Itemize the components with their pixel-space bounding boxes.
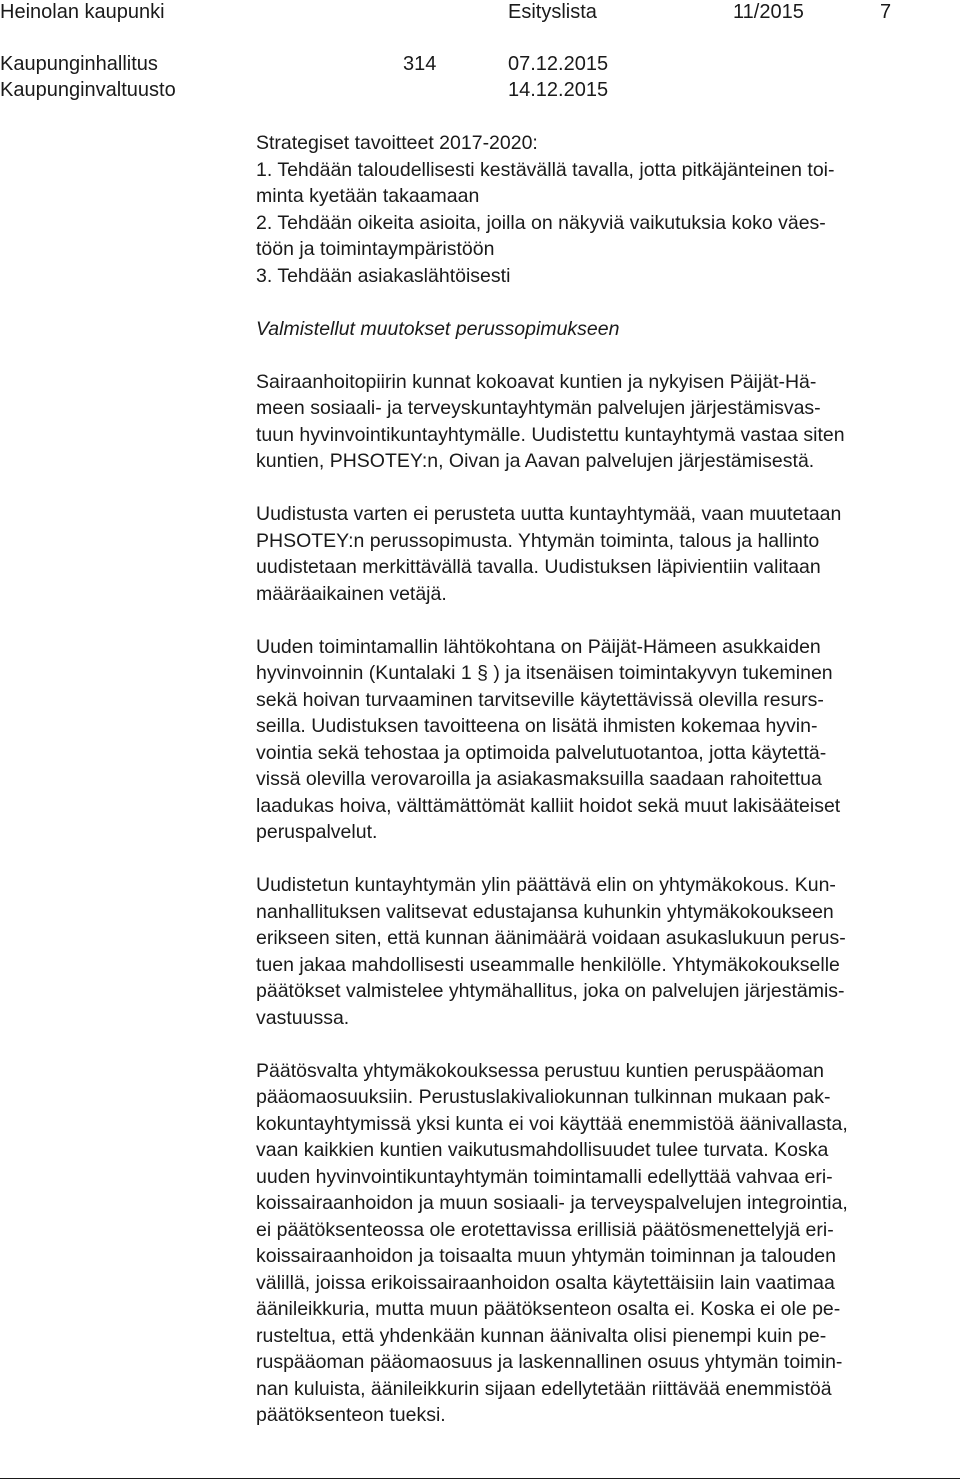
list-item: töön ja toimintaympäristöön — [256, 238, 495, 260]
text-line: välillä, joissa erikoissairaanhoidon osalta käytettäisiin lain vaatimaa — [256, 1271, 835, 1294]
text-line: rusteltua, että yhdenkään kunnan äänivalta olisi pienempi kuin pe- — [256, 1324, 827, 1347]
text-line: ruspääoman pääomaosuus ja laskennallinen osuus yhtymän toimin- — [256, 1351, 843, 1373]
text-line: Päätösvalta yhtymäkokouksessa perustuu kuntien peruspääoman — [256, 1059, 825, 1082]
text-line: seilla. Uudistuksen tavoitteena on lisätä ihmisten kokemaa hyvin- — [256, 715, 818, 737]
meeting-date: 07.12.2015 — [508, 53, 609, 75]
list-item: 1. Tehdään taloudellisesti kestävällä tavalla, jotta pitkäjänteinen toi- — [256, 158, 835, 181]
text-line: määräaikainen vetäjä. — [256, 582, 447, 605]
text-line: koissairaanhoidon ja toisaalta muun yhtymän toiminnan ja talouden — [256, 1245, 836, 1267]
text-line: vointia sekä tehostaa ja optimoida palvelutuotantoa, jotta käytettä- — [256, 741, 827, 764]
text-line: PHSOTEY:n perussopimusta. Yhtymän toiminta, talous ja hallinto — [256, 529, 820, 552]
text-line: erikseen siten, että kunnan äänimäärä voidaan asukaslukuun perus- — [256, 927, 846, 949]
meeting-body: Kaupunginvaltuusto — [0, 79, 176, 101]
footer-divider — [0, 1478, 960, 1479]
paragraph — [256, 634, 952, 846]
text-line: Uudistusta varten ei perusteta uutta kuntayhtymää, vaan muutetaan — [256, 503, 842, 525]
text-line: äänileikkuria, mutta muun päätöksenteon osalta ei. Koska ei ole pe- — [256, 1298, 841, 1320]
issue-number: 11/2015 — [733, 1, 804, 23]
text-line: meen sosiaali- ja terveyskuntayhtymän palvelujen järjestämisvas- — [256, 397, 821, 419]
text-line: päätökset valmistelee yhtymähallitus, joka on palvelujen järjestämis- — [256, 980, 845, 1002]
paragraph — [256, 369, 952, 475]
goals-heading: Strategiset tavoitteet 2017-2020: — [256, 132, 538, 154]
list-item: 3. Tehdään asiakaslähtöisesti — [256, 264, 511, 287]
text-line: nanhallituksen valitsevat edustajansa kuhunkin yhtymäkokoukseen — [256, 900, 834, 923]
paragraph — [256, 872, 952, 1031]
text-line: vaan kaikkien kuntien vaikutusmahdollisuudet tulee turvata. Koska — [256, 1139, 829, 1161]
text-line: uudistetaan merkittävällä tavalla. Uudistuksen läpivientiin valitaan — [256, 556, 821, 578]
text-line: kuntien, PHSOTEY:n, Oivan ja Aavan palvelujen järjestämisestä. — [256, 450, 815, 472]
text-line: Uudistetun kuntayhtymän ylin päättävä elin on yhtymäkokous. Kun- — [256, 874, 836, 896]
meeting-body: Kaupunginhallitus — [0, 53, 158, 75]
document-type: Esityslista — [508, 1, 597, 23]
text-line: vissä olevilla verovaroilla ja asiakasmaksuilla saadaan rahoitettua — [256, 768, 822, 790]
text-line: hyvinvoinnin (Kuntalaki 1 § ) ja itsenäisen toimintakyvyn tukeminen — [256, 662, 833, 684]
text-line: tuun hyvinvointikuntayhtymälle. Uudistettu kuntayhtymä vastaa siten — [256, 423, 845, 446]
list-item: minta kyetään takaamaan — [256, 185, 480, 207]
text-line: pääomaosuuksiin. Perustuslakivaliokunnan tulkinnan mukaan pak- — [256, 1086, 831, 1108]
text-line: sekä hoivan turvaaminen tarvitseville käytettävissä olevilla resurs- — [256, 688, 824, 711]
text-line: nan kuluista, äänileikkurin sijaan edellytetään riittävää enemmistöä — [256, 1377, 832, 1400]
paragraph — [256, 1058, 952, 1429]
text-line: koissairaanhoidon ja muun sosiaali- ja terveyspalvelujen integrointia, — [256, 1192, 848, 1214]
text-line: ei päätöksenteossa ole erotettavissa erillisiä päätösmenettelyjä eri- — [256, 1218, 834, 1241]
page-number: 7 — [880, 1, 892, 23]
list-item: 2. Tehdään oikeita asioita, joilla on näkyviä vaikutuksia koko väes- — [256, 211, 826, 234]
section-subheading: Valmistellut muutokset perussopimukseen — [256, 317, 620, 340]
document-body — [256, 130, 952, 1429]
section-number: 314 — [403, 53, 437, 75]
text-line: uuden hyvinvointikuntayhtymän toimintamalli edellyttää vahvaa eri- — [256, 1165, 833, 1188]
text-line: päätöksenteon tueksi. — [256, 1404, 446, 1426]
text-line: tuen jakaa mahdollisesti useammalle henkilölle. Yhtymäkokoukselle — [256, 953, 840, 976]
text-line: peruspalvelut. — [256, 821, 378, 843]
paragraph — [256, 501, 952, 607]
text-line: Uuden toimintamallin lähtökohtana on Päijät-Hämeen asukkaiden — [256, 635, 821, 658]
text-line: laadukas hoiva, välttämättömät kalliit hoidot sekä muut lakisääteiset — [256, 794, 841, 817]
goals-list — [256, 157, 952, 290]
text-line: vastuussa. — [256, 1006, 350, 1029]
meeting-date: 14.12.2015 — [508, 79, 609, 101]
text-line: kokuntayhtymissä yksi kunta ei voi käyttää enemmistöä äänivallasta, — [256, 1112, 848, 1135]
organization-name: Heinolan kaupunki — [0, 1, 165, 23]
text-line: Sairaanhoitopiirin kunnat kokoavat kuntien ja nykyisen Päijät-Hä- — [256, 370, 817, 393]
